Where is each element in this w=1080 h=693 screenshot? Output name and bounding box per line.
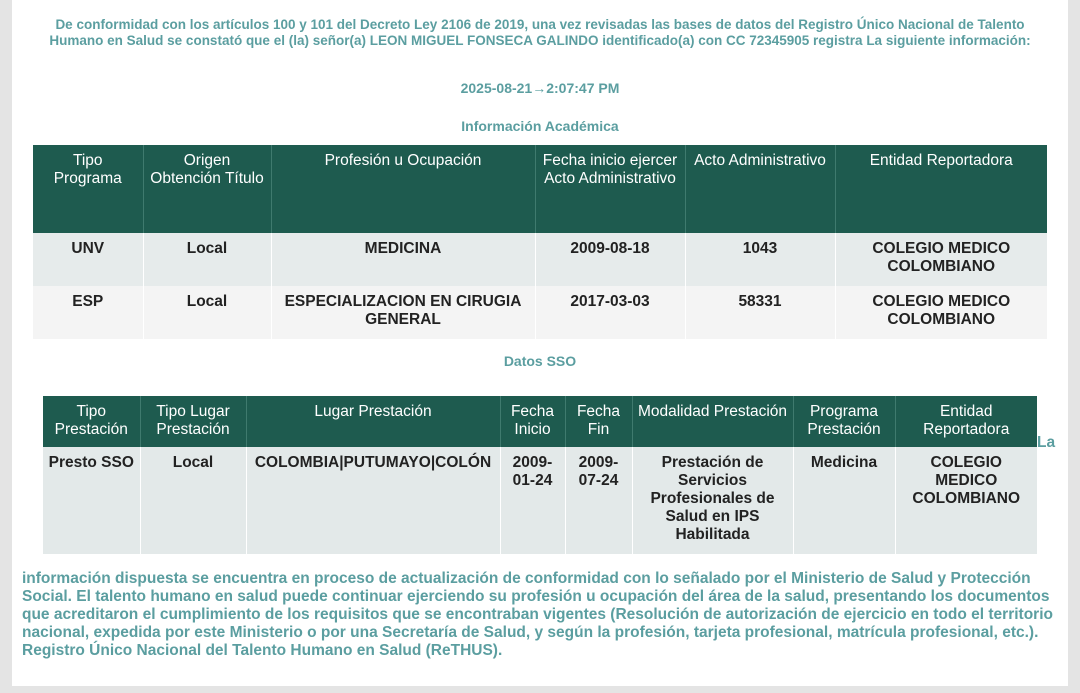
sso-table <box>43 396 1037 554</box>
cell: 1043 <box>685 233 835 286</box>
col-origen-titulo: Origen Obtención Título <box>143 145 271 233</box>
academic-header-row <box>33 145 1047 233</box>
cell: 2017-03-03 <box>535 286 685 339</box>
footer-lead-word: La <box>1037 434 1056 451</box>
cell: Local <box>143 286 271 339</box>
col-acto-administrativo: Acto Administrativo <box>685 145 835 233</box>
cell: Local <box>140 447 246 554</box>
sso-header-row <box>43 396 1037 447</box>
cell: ESPECIALIZACION EN CIRUGIA GENERAL <box>271 286 535 339</box>
intro-paragraph: De conformidad con los artículos 100 y 101 del Decreto Ley 2106 de 2019, una vez revisadas las bases de datos del Registro Único Nacional de Talento Humano en Salud se constató que el (la) señor(a) LEON MIGUEL FONSECA GALINDO identificado(a) con CC 72345905 registra La siguiente información: <box>49 17 1031 48</box>
cell: Prestación de Servicios Profesionales de Salud en IPS Habilitada <box>632 447 793 554</box>
table-row <box>43 447 1037 554</box>
query-timestamp: 2025-08-21→2:07:47 PM <box>460 80 620 96</box>
cell: Presto SSO <box>43 447 140 554</box>
academic-section-title: Información Académica <box>461 118 619 134</box>
cell: 2009-07-24 <box>565 447 632 554</box>
cell: UNV <box>33 233 143 286</box>
cell: MEDICINA <box>271 233 535 286</box>
col-fecha-inicio: Fecha Inicio <box>500 396 565 447</box>
cell: 2009-08-18 <box>535 233 685 286</box>
cell: 2009-01-24 <box>500 447 565 554</box>
col-entidad-reportadora: Entidad Reportadora <box>835 145 1047 233</box>
col-tipo-prestacion: Tipo Prestación <box>43 396 140 447</box>
col-tipo-lugar: Tipo Lugar Prestación <box>140 396 246 447</box>
cell: COLEGIO MEDICO COLOMBIANO <box>835 286 1047 339</box>
col-programa: Programa Prestación <box>793 396 895 447</box>
col-fecha-fin: Fecha Fin <box>565 396 632 447</box>
footer-note: información dispuesta se encuentra en proceso de actualización de conformidad con lo señalado por el Ministerio de Salud y Protección Social. El talento humano en salud puede continuar ejerciendo su profesión u ocupación del área de la salud, presentando los documentos que acreditaron el cumplimiento de los requisitos que se encontraban vigentes (Resolución de autorización de ejercicio en todo el territorio nacional, expedida por este Ministerio o por una Secretaría de Salud, y según la profesión, tarjeta profesional, matrícula profesional, etc.). Registro Único Nacional del Talento Humano en Salud (ReTHUS). <box>22 570 1053 659</box>
cell: Local <box>143 233 271 286</box>
col-fecha-inicio: Fecha inicio ejercer Acto Administrativo <box>535 145 685 233</box>
cell: Medicina <box>793 447 895 554</box>
cell: COLEGIO MEDICO COLOMBIANO <box>835 233 1047 286</box>
col-modalidad: Modalidad Prestación <box>632 396 793 447</box>
cell: ESP <box>33 286 143 339</box>
academic-table <box>33 145 1047 339</box>
col-lugar-prestacion: Lugar Prestación <box>246 396 500 447</box>
cell: 58331 <box>685 286 835 339</box>
col-tipo-programa: Tipo Programa <box>33 145 143 233</box>
col-profesion: Profesión u Ocupación <box>271 145 535 233</box>
cell: COLOMBIA|PUTUMAYO|COLÓN <box>246 447 500 554</box>
table-row <box>33 286 1047 339</box>
table-row <box>33 233 1047 286</box>
sso-section-title: Datos SSO <box>503 353 577 369</box>
col-entidad-reportadora: Entidad Reportadora <box>895 396 1037 447</box>
cell: COLEGIO MEDICO COLOMBIANO <box>895 447 1037 554</box>
